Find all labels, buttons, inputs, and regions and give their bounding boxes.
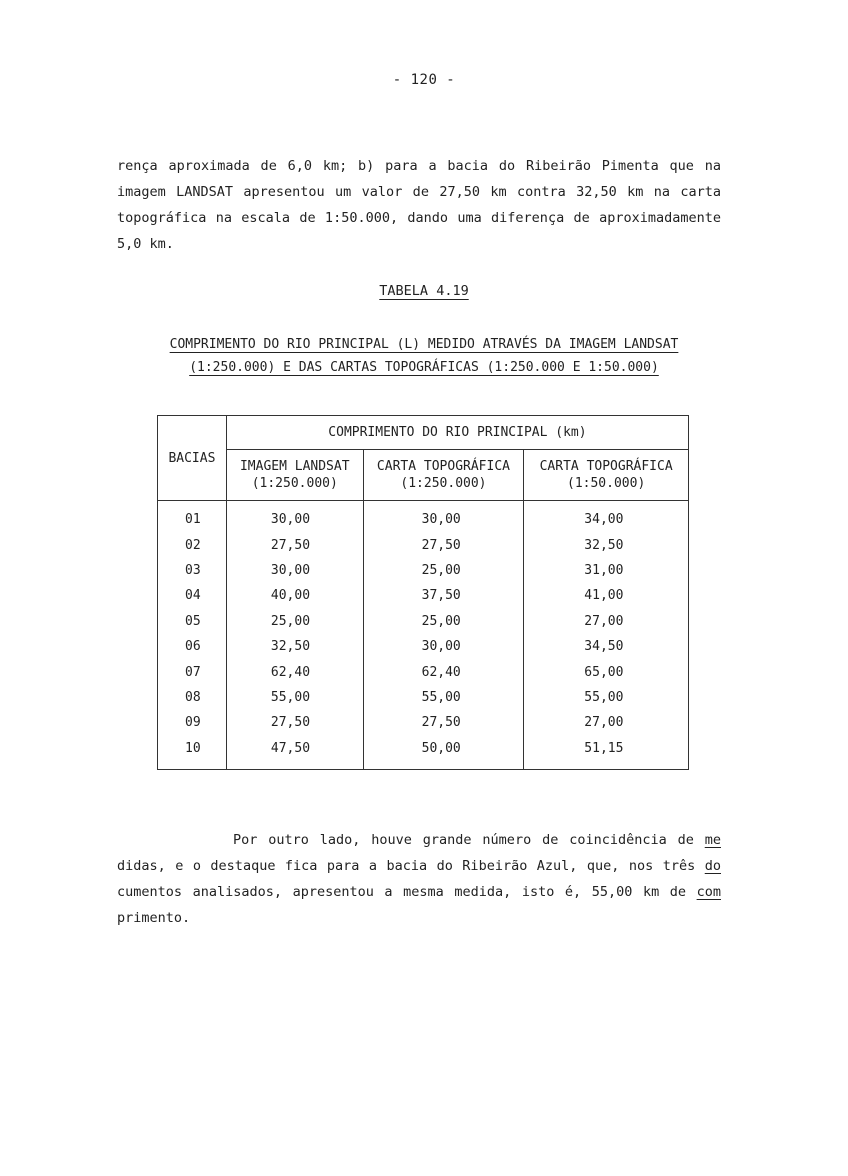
cell-imagem-landsat: 30,00 — [226, 558, 363, 583]
table-row — [158, 634, 689, 659]
page-number: - 120 - — [392, 72, 456, 88]
cell-imagem-landsat: 27,50 — [226, 710, 363, 735]
cell-imagem-landsat: 47,50 — [226, 736, 363, 770]
table-body — [158, 501, 689, 770]
cell-carta-50000: 27,00 — [524, 609, 689, 634]
header-column-3-scale: (1:50.000) — [567, 476, 646, 491]
paragraph-conclusion — [117, 827, 721, 931]
cell-imagem-landsat: 32,50 — [226, 634, 363, 659]
header-group: COMPRIMENTO DO RIO PRINCIPAL (km) — [226, 416, 688, 450]
cell-bacia: 06 — [158, 634, 227, 659]
cell-imagem-landsat: 55,00 — [226, 685, 363, 710]
data-table — [157, 415, 689, 770]
paragraph-line: rença aproximada de 6,0 km; b) para a bacia do Ribeirão Pimenta que na — [117, 158, 721, 174]
paragraph-text: cumentos analisados, apresentou a mesma medida, isto é, 55,00 km de — [117, 884, 697, 900]
cell-bacia: 03 — [158, 558, 227, 583]
paragraph-text: Por outro lado, houve grande número de coincidência de — [233, 832, 705, 848]
table-row — [158, 736, 689, 770]
header-column-3-name: CARTA TOPOGRÁFICA — [539, 459, 673, 474]
table-caption — [0, 333, 848, 379]
cell-carta-50000: 51,15 — [524, 736, 689, 770]
table-row — [158, 609, 689, 634]
paragraph-intro — [117, 153, 721, 257]
cell-carta-250000: 50,00 — [363, 736, 524, 770]
cell-carta-250000: 27,50 — [363, 710, 524, 735]
cell-bacia: 09 — [158, 710, 227, 735]
cell-carta-50000: 55,00 — [524, 685, 689, 710]
table-row — [158, 558, 689, 583]
cell-carta-250000: 62,40 — [363, 659, 524, 684]
cell-imagem-landsat: 27,50 — [226, 532, 363, 557]
cell-bacia: 05 — [158, 609, 227, 634]
paragraph-line: 5,0 km. — [117, 236, 174, 252]
cell-carta-250000: 27,50 — [363, 532, 524, 557]
hyphenated-fragment: do — [704, 858, 721, 874]
cell-carta-50000: 31,00 — [524, 558, 689, 583]
cell-bacia: 08 — [158, 685, 227, 710]
paragraph-line — [117, 853, 721, 879]
header-column-2-name: CARTA TOPOGRÁFICA — [376, 459, 510, 474]
cell-bacia: 01 — [158, 501, 227, 533]
cell-imagem-landsat: 25,00 — [226, 609, 363, 634]
caption-line-1 — [0, 333, 848, 356]
cell-carta-250000: 37,50 — [363, 583, 524, 608]
table-title — [0, 283, 848, 299]
cell-carta-250000: 30,00 — [363, 501, 524, 533]
cell-carta-250000: 25,00 — [363, 558, 524, 583]
cell-bacia: 10 — [158, 736, 227, 770]
paragraph-line — [117, 827, 721, 853]
header-column-1 — [226, 450, 363, 501]
cell-carta-250000: 30,00 — [363, 634, 524, 659]
table-row — [158, 710, 689, 735]
cell-carta-50000: 41,00 — [524, 583, 689, 608]
caption-line-2 — [0, 356, 848, 379]
table-row — [158, 583, 689, 608]
cell-bacia: 04 — [158, 583, 227, 608]
paragraph-line — [117, 879, 721, 905]
hyphenated-fragment: me — [704, 832, 721, 848]
cell-imagem-landsat: 62,40 — [226, 659, 363, 684]
header-column-1-name: IMAGEM LANDSAT — [239, 459, 350, 474]
hyphenated-fragment: com — [696, 884, 721, 900]
caption-text-1: COMPRIMENTO DO RIO PRINCIPAL (L) MEDIDO ATRAVÉS DA IMAGEM LANDSAT — [169, 337, 679, 352]
table-row — [158, 685, 689, 710]
paragraph-line: topográfica na escala de 1:50.000, dando uma diferença de aproximadamente — [117, 210, 721, 226]
cell-bacia: 07 — [158, 659, 227, 684]
paragraph-text: didas, e o destaque fica para a bacia do Ribeirão Azul, que, nos três — [117, 858, 705, 874]
cell-carta-250000: 55,00 — [363, 685, 524, 710]
cell-carta-50000: 34,50 — [524, 634, 689, 659]
cell-carta-250000: 25,00 — [363, 609, 524, 634]
table-row — [158, 501, 689, 533]
table-title-text: TABELA 4.19 — [379, 283, 469, 299]
header-bacias: BACIAS — [158, 416, 227, 501]
cell-imagem-landsat: 40,00 — [226, 583, 363, 608]
table-row — [158, 532, 689, 557]
cell-carta-50000: 34,00 — [524, 501, 689, 533]
table-row — [158, 659, 689, 684]
paragraph-line: primento. — [117, 910, 191, 926]
paragraph-line: imagem LANDSAT apresentou um valor de 27,50 km contra 32,50 km na carta — [117, 184, 721, 200]
cell-carta-50000: 65,00 — [524, 659, 689, 684]
cell-carta-50000: 27,00 — [524, 710, 689, 735]
cell-bacia: 02 — [158, 532, 227, 557]
header-column-2-scale: (1:250.000) — [400, 476, 487, 491]
cell-carta-50000: 32,50 — [524, 532, 689, 557]
header-column-1-scale: (1:250.000) — [251, 476, 338, 491]
caption-text-2: (1:250.000) E DAS CARTAS TOPOGRÁFICAS (1:250.000 E 1:50.000) — [189, 360, 659, 375]
header-column-2 — [363, 450, 524, 501]
header-column-3 — [524, 450, 689, 501]
cell-imagem-landsat: 30,00 — [226, 501, 363, 533]
